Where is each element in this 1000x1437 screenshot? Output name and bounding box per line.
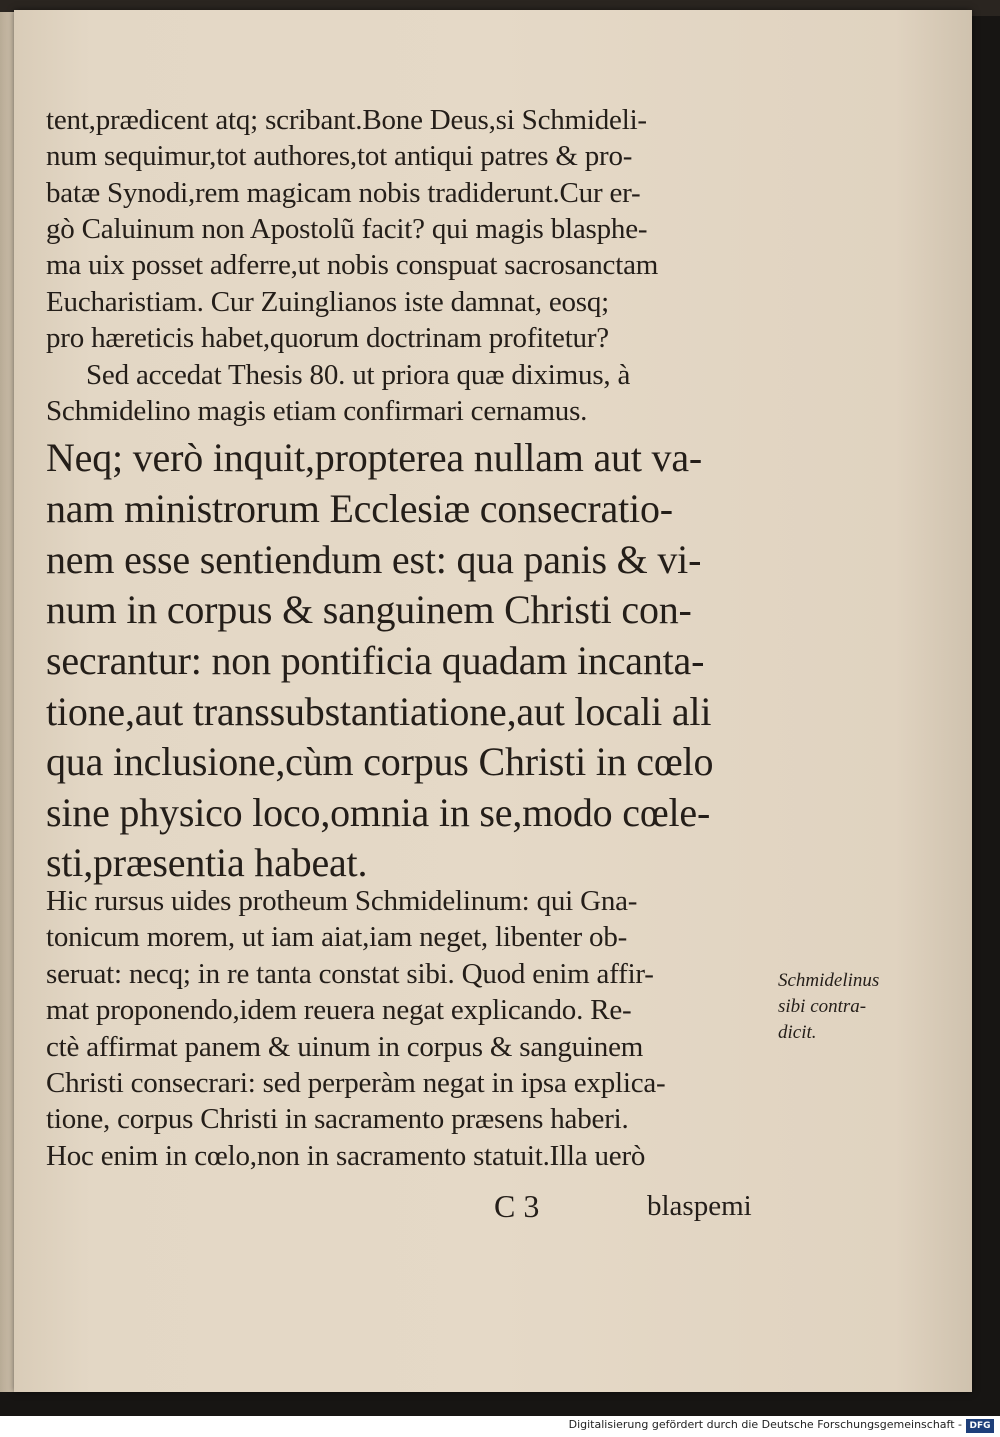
text-line: tent,prædicent atq; scribant.Bone Deus,si Schmideli-	[46, 104, 647, 136]
text-line: qua inclusione,cùm corpus Christi in cœlo	[46, 739, 714, 784]
text-line: Sed accedat Thesis 80. ut priora quæ diximus, à	[86, 359, 631, 391]
text-line: Schmidelino magis etiam confirmari cernamus.	[46, 395, 588, 427]
book-page	[14, 10, 972, 1392]
dfg-logo-icon: DFG	[966, 1419, 994, 1433]
margin-note	[778, 968, 879, 1046]
text-line: ctè affirmat panem & uinum in corpus & sanguinem	[46, 1031, 644, 1063]
text-line: Hoc enim in cœlo,non in sacramento statuit.Illa uerò	[46, 1140, 646, 1172]
footer-credit: Digitalisierung gefördert durch die Deutsche Forschungsgemeinschaft -	[568, 1418, 962, 1431]
text-line: Christi consecrari: sed perperàm negat in ipsa explica-	[46, 1067, 666, 1099]
text-line: tonicum morem, ut iam aiat,iam neget, libenter ob-	[46, 921, 628, 953]
text-line: tione, corpus Christi in sacramento præsens haberi.	[46, 1103, 629, 1135]
margin-note-line: Schmidelinus	[778, 970, 880, 991]
margin-note-line: sibi contra-	[778, 996, 867, 1017]
catchword: blaspemi	[647, 1190, 752, 1222]
text-line: Neq; verò inquit,propterea nullam aut va-	[46, 435, 703, 480]
text-line: nam ministrorum Ecclesiæ consecratio-	[46, 486, 673, 531]
text-line: ma uix posset adferre,ut nobis conspuat sacrosanctam	[46, 249, 659, 281]
text-line: mat proponendo,idem reuera negat explicando. Re-	[46, 994, 632, 1026]
text-line: tione,aut transsubstantiatione,aut locali ali	[46, 689, 712, 734]
text-line: sti,præsentia habeat.	[46, 840, 368, 885]
text-line: seruat: necq; in re tanta constat sibi. Quod enim affir-	[46, 958, 654, 990]
text-line: gò Caluinum non Apostolũ facit? qui magis blasphe-	[46, 213, 648, 245]
text-line: batæ Synodi,rem magicam nobis tradiderunt.Cur er-	[46, 177, 641, 209]
text-line: Hic rursus uides protheum Schmidelinum: qui Gna-	[46, 885, 638, 917]
text-line: sine physico loco,omnia in se,modo cœle-	[46, 790, 711, 835]
text-line: pro hæreticis habet,quorum doctrinam profitetur?	[46, 322, 609, 354]
text-line: nem esse sentiendum est: qua panis & vi-	[46, 537, 702, 582]
footer-bar	[0, 1416, 1000, 1437]
margin-note-line: dicit.	[778, 1022, 817, 1043]
text-line: num sequimur,tot authores,tot antiqui patres & pro-	[46, 140, 633, 172]
signature-mark: C 3	[494, 1188, 540, 1224]
text-line: num in corpus & sanguinem Christi con-	[46, 587, 692, 632]
text-line: secrantur: non pontificia quadam incanta-	[46, 638, 705, 683]
text-line: Eucharistiam. Cur Zuinglianos iste damnat, eosq;	[46, 286, 610, 318]
